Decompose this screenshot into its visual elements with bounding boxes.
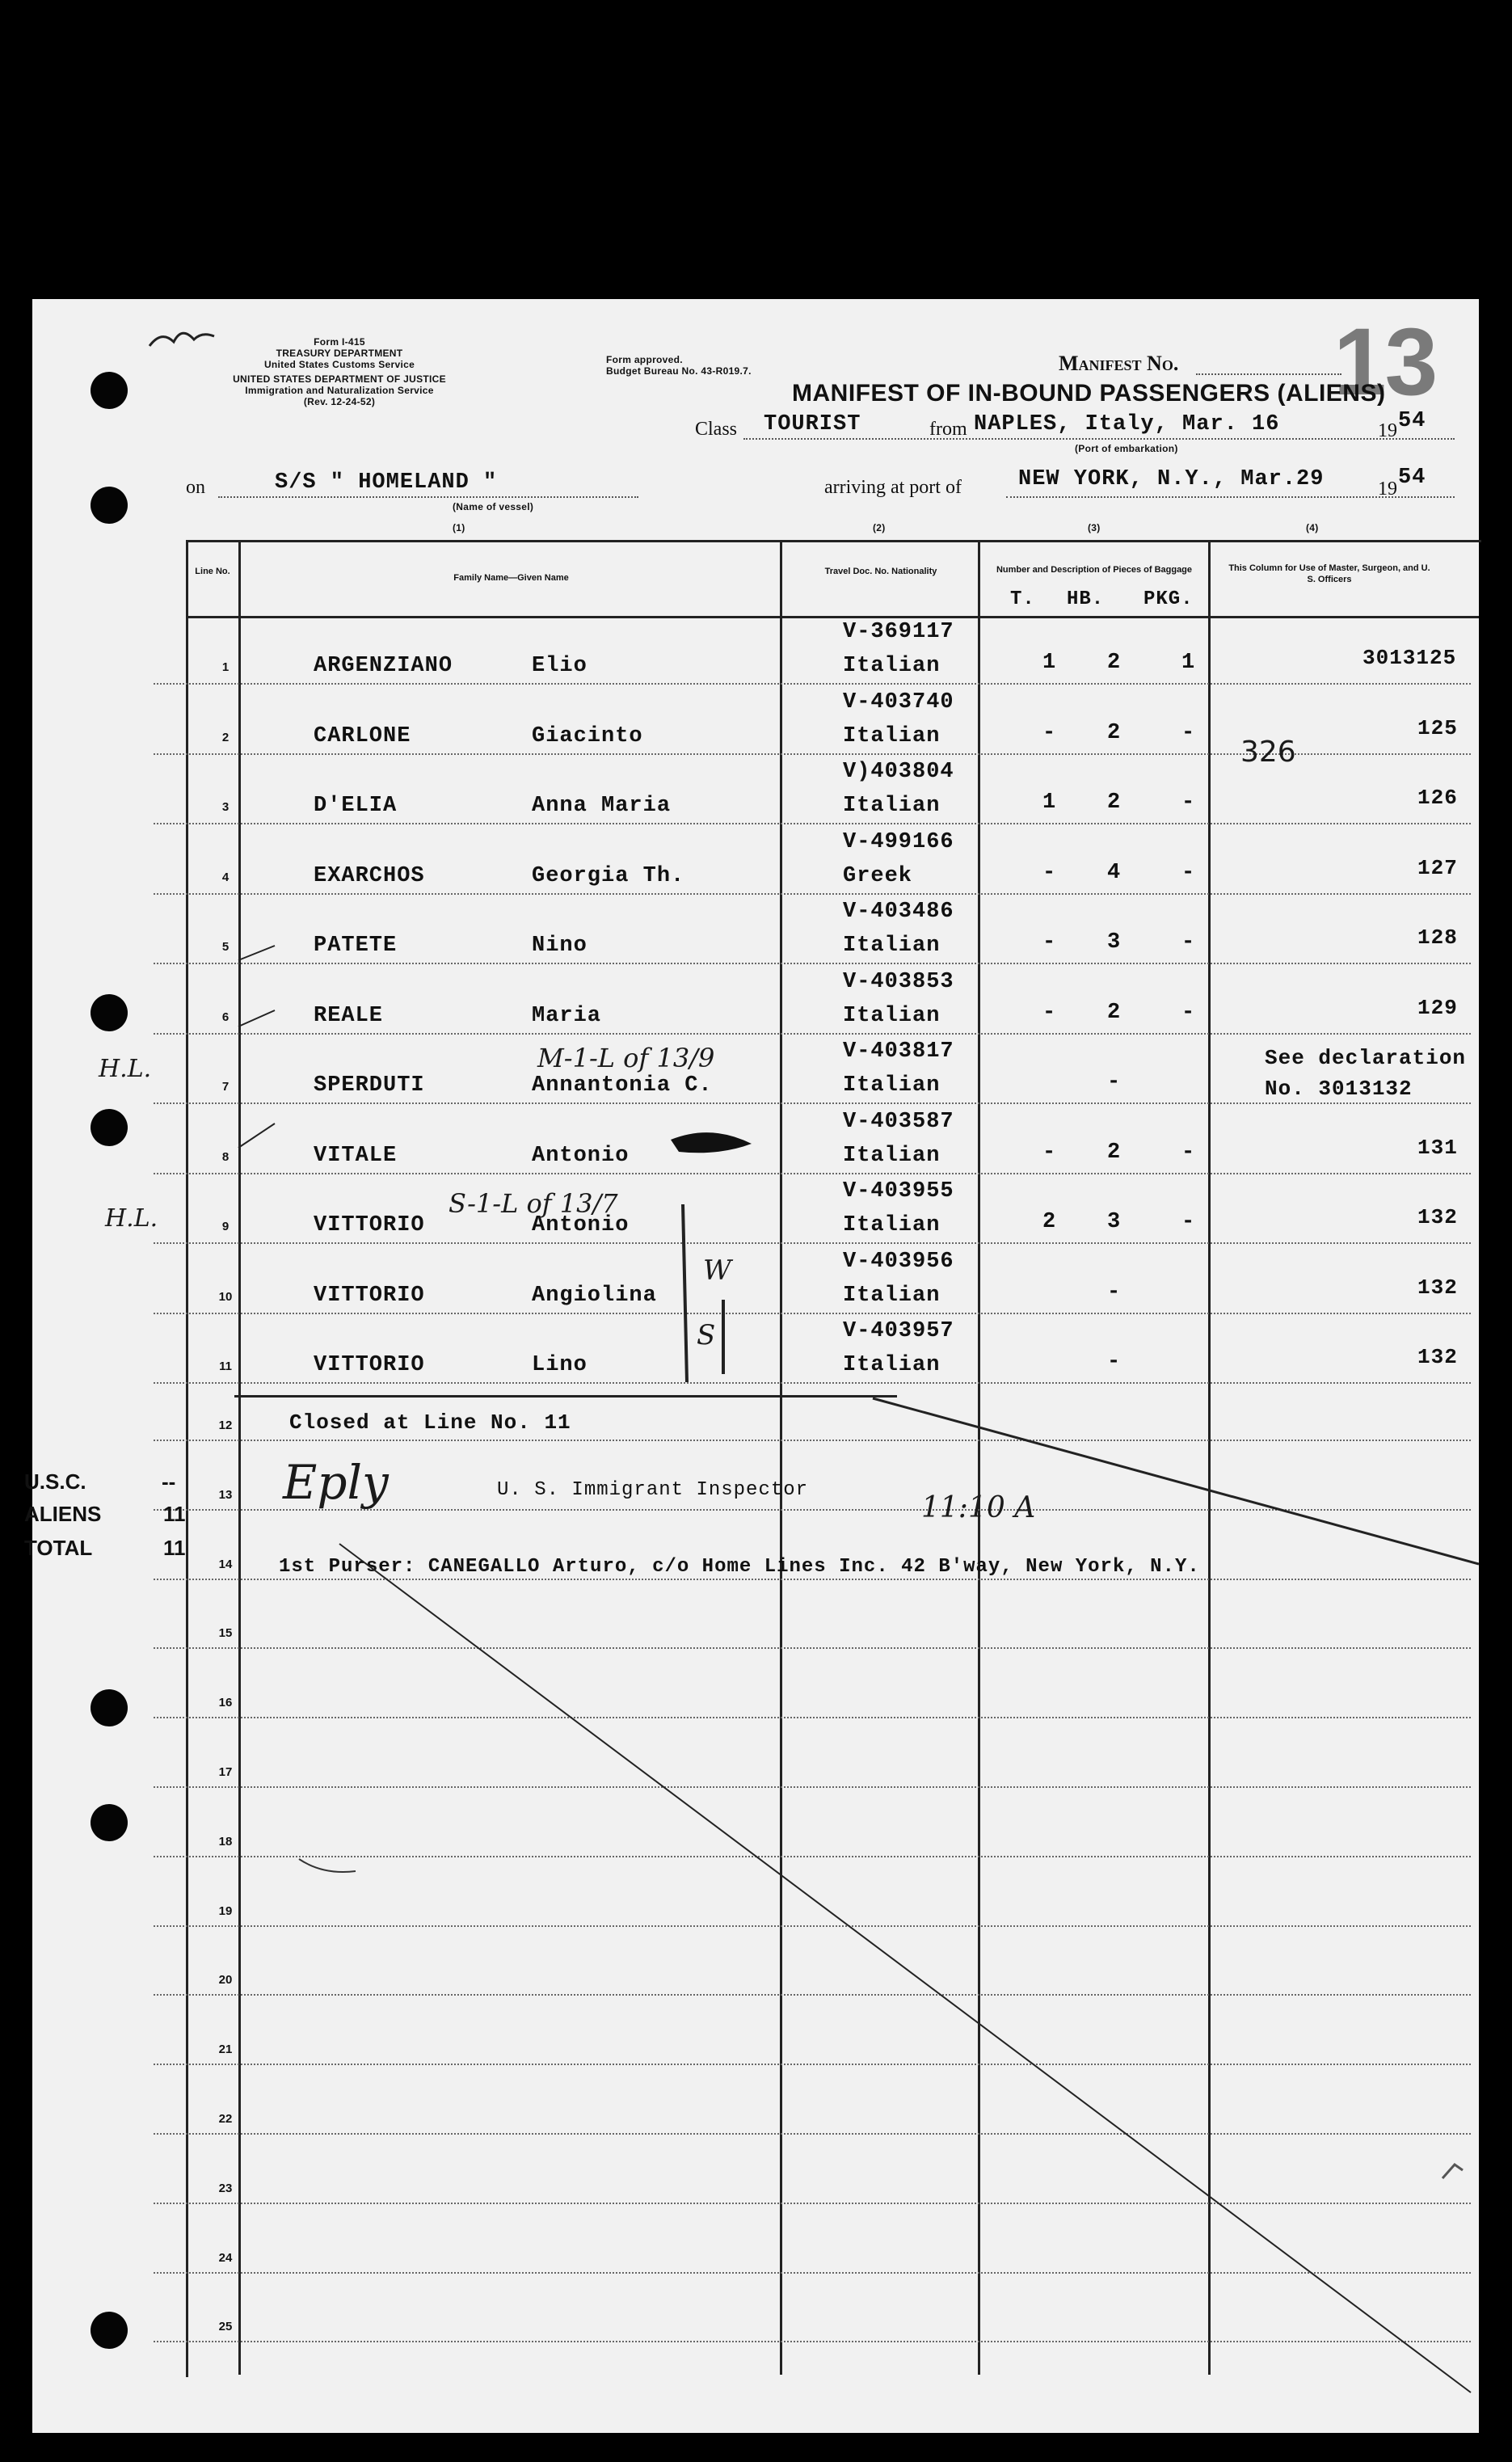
family-name: ARGENZIANO [314,654,453,678]
officer-note: 3013125 [1362,646,1457,670]
given-name: Antonio [532,1144,630,1168]
given-name: Nino [532,934,588,958]
baggage-t: 1 [1042,651,1057,675]
line-number: 25 [218,2320,233,2333]
handwritten-hl-1: H.L. [99,1055,152,1083]
header-bag-hb: HB. [1067,588,1105,610]
baggage-pkg: - [1181,930,1196,955]
travel-doc-no: V-403956 [843,1250,954,1274]
port-embarkation-note: (Port of embarkation) [1075,443,1178,454]
travel-doc-no: V-369117 [843,620,954,644]
col-num-3: (3) [1088,522,1101,533]
nationality: Italian [843,794,941,818]
handwritten-w: W [703,1254,731,1287]
family-name: VITTORIO [314,1213,425,1237]
handwritten-hl-2: H.L. [105,1204,158,1233]
col-num-1: (1) [453,522,465,533]
handwritten-time: 11:10 A [921,1491,1036,1524]
baggage-pkg: - [1181,721,1196,745]
officer-note: 132 [1417,1275,1458,1300]
line-number: 17 [218,1765,233,1779]
manifest-number: 13 [1333,309,1437,415]
dept-treasury-sub: United States Customs Service [263,359,415,370]
baggage-t: - [1042,1140,1057,1165]
family-name: EXARCHOS [314,864,425,888]
baggage-hb: 2 [1107,1140,1122,1165]
col-num-2: (2) [873,522,886,533]
budget-bureau: Budget Bureau No. 43-R019.7. [606,365,752,377]
header-officers: This Column for Use of Master, Surgeon, and U. S. Officers [1228,563,1430,584]
travel-doc-no: V-403957 [843,1319,954,1343]
total-value: 11 [163,1536,186,1560]
form-title: MANIFEST OF IN-BOUND PASSENGERS (ALIENS) [792,380,1386,407]
baggage-t: - [1042,1001,1057,1025]
handwritten-326: 326 [1240,736,1296,769]
baggage-hb: 2 [1107,721,1122,745]
baggage-pkg: - [1181,1001,1196,1025]
nationality: Italian [843,1353,941,1377]
line-number: 2 [221,731,230,744]
manifest-no-label: Manifest No. [1059,352,1179,375]
baggage-hb: 2 [1107,1001,1122,1025]
officer-note: 132 [1417,1205,1458,1229]
inspector-signature: Eply [283,1455,389,1510]
handwritten-s1-note: S-1-L of 13/7 [449,1188,618,1219]
baggage-t: - [1042,930,1057,955]
class-value: TOURIST [764,412,861,436]
line-number: 23 [218,2182,233,2195]
baggage-t: 2 [1042,1210,1057,1234]
from-label: from [929,419,967,440]
strike-lines [32,299,1479,2433]
vessel-name: S/S " HOMELAND " [275,470,498,495]
aliens-value: 11 [163,1502,186,1526]
officer-note: See declaration No. 3013132 [1265,1046,1467,1101]
nationality: Italian [843,1144,941,1168]
form-approved: Form approved. [606,354,683,365]
nationality: Italian [843,1284,941,1308]
baggage-pkg: - [1181,790,1196,815]
given-name: Maria [532,1004,602,1028]
given-name: Angiolina [532,1284,657,1308]
nationality: Italian [843,934,941,958]
baggage-t: - [1042,721,1057,745]
line-number: 21 [218,2043,233,2056]
baggage-hb: 2 [1107,790,1122,815]
line-number: 24 [218,2251,233,2265]
given-name: Georgia Th. [532,864,685,888]
nationality: Italian [843,654,941,678]
baggage-hb: - [1107,1350,1122,1374]
line-number: 12 [218,1419,233,1432]
line-number: 14 [218,1558,233,1571]
form-revision: (Rev. 12-24-52) [303,396,376,407]
line-number: 9 [221,1220,230,1233]
line-number: 22 [218,2112,233,2126]
usc-label: U.S.C. [24,1469,86,1494]
header-travel-doc: Travel Doc. No. Nationality [824,567,937,576]
header-line-no: Line No. [195,567,230,576]
line-number: 7 [221,1080,230,1094]
class-label: Class [695,419,738,440]
given-name: Lino [532,1353,588,1377]
line-number: 6 [221,1010,230,1024]
aliens-label: ALIENS [24,1502,102,1526]
officer-note: 127 [1417,856,1458,880]
header-bag-pkg: PKG. [1143,588,1194,610]
nationality: Greek [843,864,913,888]
baggage-hb: 3 [1107,1210,1122,1234]
baggage-hb: 3 [1107,930,1122,955]
year-from: 54 [1398,409,1426,433]
family-name: VITTORIO [314,1353,425,1377]
purser-line: 1st Purser: CANEGALLO Arturo, c/o Home Lines Inc. 42 B'way, New York, N.Y. [279,1556,1200,1578]
family-name: PATETE [314,934,398,958]
stray-mark-icon [1438,2158,1471,2182]
baggage-t: 1 [1042,790,1057,815]
line-number: 11 [219,1360,232,1373]
line-number: 10 [218,1290,233,1304]
dept-justice: UNITED STATES DEPARTMENT OF JUSTICE [233,373,446,385]
header-bag-t: T. [1010,588,1035,610]
year-arrival: 54 [1398,466,1426,490]
line-number: 1 [221,660,230,674]
given-name: Anna Maria [532,794,672,818]
closed-at-line: Closed at Line No. 11 [289,1410,571,1435]
baggage-hb: 2 [1107,651,1122,675]
col-num-4: (4) [1306,522,1319,533]
nationality: Italian [843,1213,941,1237]
year-prefix-arrival: 19 [1378,478,1397,500]
line-number: 4 [221,871,230,884]
nationality: Italian [843,724,941,748]
line-number: 15 [218,1626,233,1640]
line-number: 18 [218,1835,233,1849]
nationality: Italian [843,1004,941,1028]
family-name: SPERDUTI [314,1073,425,1098]
baggage-hb: - [1107,1070,1122,1094]
travel-doc-no: V-403853 [843,970,954,994]
travel-doc-no: V-403955 [843,1179,954,1204]
officer-note: 131 [1417,1136,1458,1160]
arrival-value: NEW YORK, N.Y., Mar.29 [1018,467,1325,491]
travel-doc-no: V-403587 [843,1110,954,1134]
dept-justice-sub: Immigration and Naturalization Service [245,385,434,396]
baggage-hb: 4 [1107,861,1122,885]
line-number: 16 [218,1696,233,1709]
travel-doc-no: V-403740 [843,690,954,715]
officer-note: 129 [1417,996,1458,1020]
family-name: VITTORIO [314,1284,425,1308]
given-name: Antonio [532,1213,630,1237]
baggage-t: - [1042,861,1057,885]
given-name: Annantonia C. [532,1073,713,1098]
form-number: Form I-415 [314,336,365,348]
line-number: 8 [221,1150,230,1164]
vessel-note: (Name of vessel) [453,501,534,512]
family-name: VITALE [314,1144,398,1168]
travel-doc-no: V-403486 [843,900,954,924]
line-number: 13 [218,1488,233,1502]
officer-note: 132 [1417,1345,1458,1369]
given-name: Elio [532,654,588,678]
from-value: NAPLES, Italy, Mar. 16 [974,412,1280,436]
travel-doc-no: V)403804 [843,760,954,784]
baggage-pkg: - [1181,1140,1196,1165]
immigrant-inspector: U. S. Immigrant Inspector [497,1479,809,1501]
header-baggage: Number and Description of Pieces of Baggage [996,565,1193,575]
travel-doc-no: V-499166 [843,830,954,854]
nationality: Italian [843,1073,941,1098]
family-name: CARLONE [314,724,411,748]
baggage-pkg: 1 [1181,651,1196,675]
baggage-pkg: - [1181,861,1196,885]
family-name: D'ELIA [314,794,398,818]
arriving-label: arriving at port of [824,477,962,498]
line-number: 19 [218,1904,233,1918]
family-name: REALE [314,1004,384,1028]
baggage-hb: - [1107,1280,1122,1305]
total-label: TOTAL [24,1536,93,1560]
officer-note: 128 [1417,925,1458,950]
handwritten-m1-note: M-1-L of 13/9 [537,1043,715,1073]
year-prefix-from: 19 [1378,420,1397,441]
officer-note: 126 [1417,786,1458,810]
header-name: Family Name—Given Name [453,573,569,583]
manifest-sheet [24,299,1479,2433]
usc-value: -- [162,1469,176,1494]
dept-treasury: TREASURY DEPARTMENT [276,348,403,359]
line-number: 20 [218,1973,233,1987]
given-name: Giacinto [532,724,643,748]
officer-note: 125 [1417,716,1458,740]
line-number: 5 [221,940,230,954]
travel-doc-no: V-403817 [843,1039,954,1064]
handwritten-s: S [697,1319,716,1351]
line-number: 3 [221,800,230,814]
on-label: on [186,477,205,498]
baggage-pkg: - [1181,1210,1196,1234]
